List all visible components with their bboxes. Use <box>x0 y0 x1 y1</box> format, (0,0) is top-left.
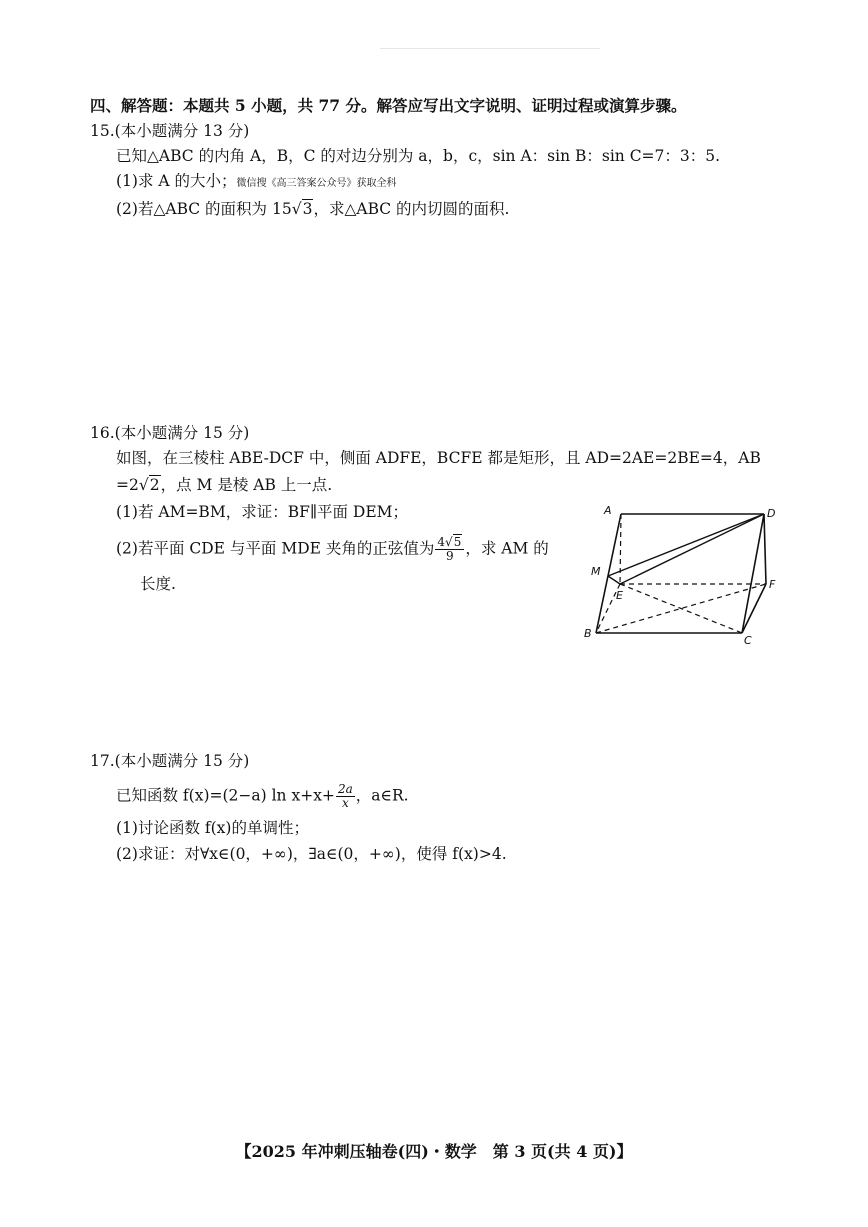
q16-stem-line1: 如图，在三棱柱 ABE-DCF 中，侧面 ADFE，BCFE 都是矩形，且 AD=2AE=2BE=4，AB <box>116 449 761 467</box>
q17-stem <box>116 783 409 810</box>
q16-part2-fraction: $\frac{4√5}{9}$ <box>435 536 464 563</box>
q16-points: (本小题满分 15 分) <box>114 424 250 442</box>
segment-EC <box>620 584 742 633</box>
q15-watermark: 微信搜《高三答案公众号》获取全科 <box>236 178 397 189</box>
q17-fraction <box>336 783 355 810</box>
q15-part2-b: ，求△ABC 的内切圆的面积. <box>313 200 510 218</box>
edge-CF <box>742 584 766 633</box>
q15-part1: (1)求 A 的大小； <box>116 172 237 190</box>
label-C: C <box>744 634 752 647</box>
label-D: D <box>767 507 776 520</box>
q17-part1: (1)讨论函数 f(x)的单调性； <box>116 819 309 837</box>
q15-part2: (2)若△ABC 的面积为 15√3，求△ABC 的内切圆的面积. <box>116 200 510 218</box>
edge-AE <box>620 514 621 584</box>
q17-part2: (2)求证：对∀x∈(0，+∞)，∃a∈(0，+∞)，使得 f(x)>4. <box>116 845 507 863</box>
q16-part2 <box>116 536 549 563</box>
label-M: M <box>591 565 601 578</box>
label-F: F <box>769 578 776 591</box>
section-heading: 四、解答题：本题共 5 小题，共 77 分。解答应写出文字说明、证明过程或演算步骤。 <box>90 96 687 115</box>
q16-part2-a: (2)若平面 CDE 与平面 MDE 夹角的正弦值为 <box>116 539 435 558</box>
q17-stem-a: 已知函数 f(x)=(2−a) ln x+x+ <box>116 786 335 805</box>
segment-ME <box>608 576 620 584</box>
q15-number: 15. <box>90 122 115 140</box>
label-E: E <box>616 589 623 602</box>
q16-stem-line2: =2√2，点 M 是棱 AB 上一点. <box>116 476 333 494</box>
q16-frac-num-sqrt: 5 <box>453 535 462 549</box>
q16-frac-num-coef: 4 <box>437 535 446 549</box>
q17-stem-b: ，a∈R. <box>355 786 409 805</box>
top-scan-line <box>380 48 600 49</box>
q17-number: 17. <box>90 752 115 770</box>
page-footer: 【2025 年冲刺压轴卷(四)・数学 第 3 页(共 4 页)】 <box>235 1142 633 1161</box>
q16-frac-den: 9 <box>446 549 454 563</box>
q15-points: (本小题满分 13 分) <box>114 122 250 140</box>
segment-ED <box>620 514 764 584</box>
q17-points: (本小题满分 15 分) <box>114 752 250 770</box>
q16-number: 16. <box>90 424 115 442</box>
q16-header <box>90 423 249 443</box>
q17-frac-num: 2a <box>337 782 353 796</box>
q16-part2-b: ，求 AM 的 <box>465 539 549 558</box>
q17-header <box>90 751 249 771</box>
edge-DF <box>764 514 766 584</box>
prism-figure <box>578 500 788 650</box>
label-A: A <box>604 504 612 517</box>
q15-header <box>90 121 249 141</box>
q15-part1-line <box>116 171 397 194</box>
q15-stem: 已知△ABC 的内角 A，B，C 的对边分别为 a，b，c，sin A：sin B：sin C=7：3：5. <box>116 147 721 165</box>
q17-frac-den: x <box>341 796 349 810</box>
segment-MD <box>608 514 764 576</box>
q16-part2-c: 长度. <box>140 575 176 593</box>
q16-stem-line2-sqrt: 2 <box>149 476 160 494</box>
edge-DC <box>742 514 764 633</box>
q16-part1: (1)若 AM=BM，求证：BF∥平面 DEM； <box>116 503 409 521</box>
q16-stem-line2-b: ，点 M 是棱 AB 上一点. <box>160 476 333 494</box>
q15-part2-sqrt: 3 <box>302 200 313 218</box>
q15-part2-a: (2)若△ABC 的面积为 15 <box>116 200 292 218</box>
q16-stem-line2-a: =2 <box>116 476 139 494</box>
label-B: B <box>584 627 592 640</box>
